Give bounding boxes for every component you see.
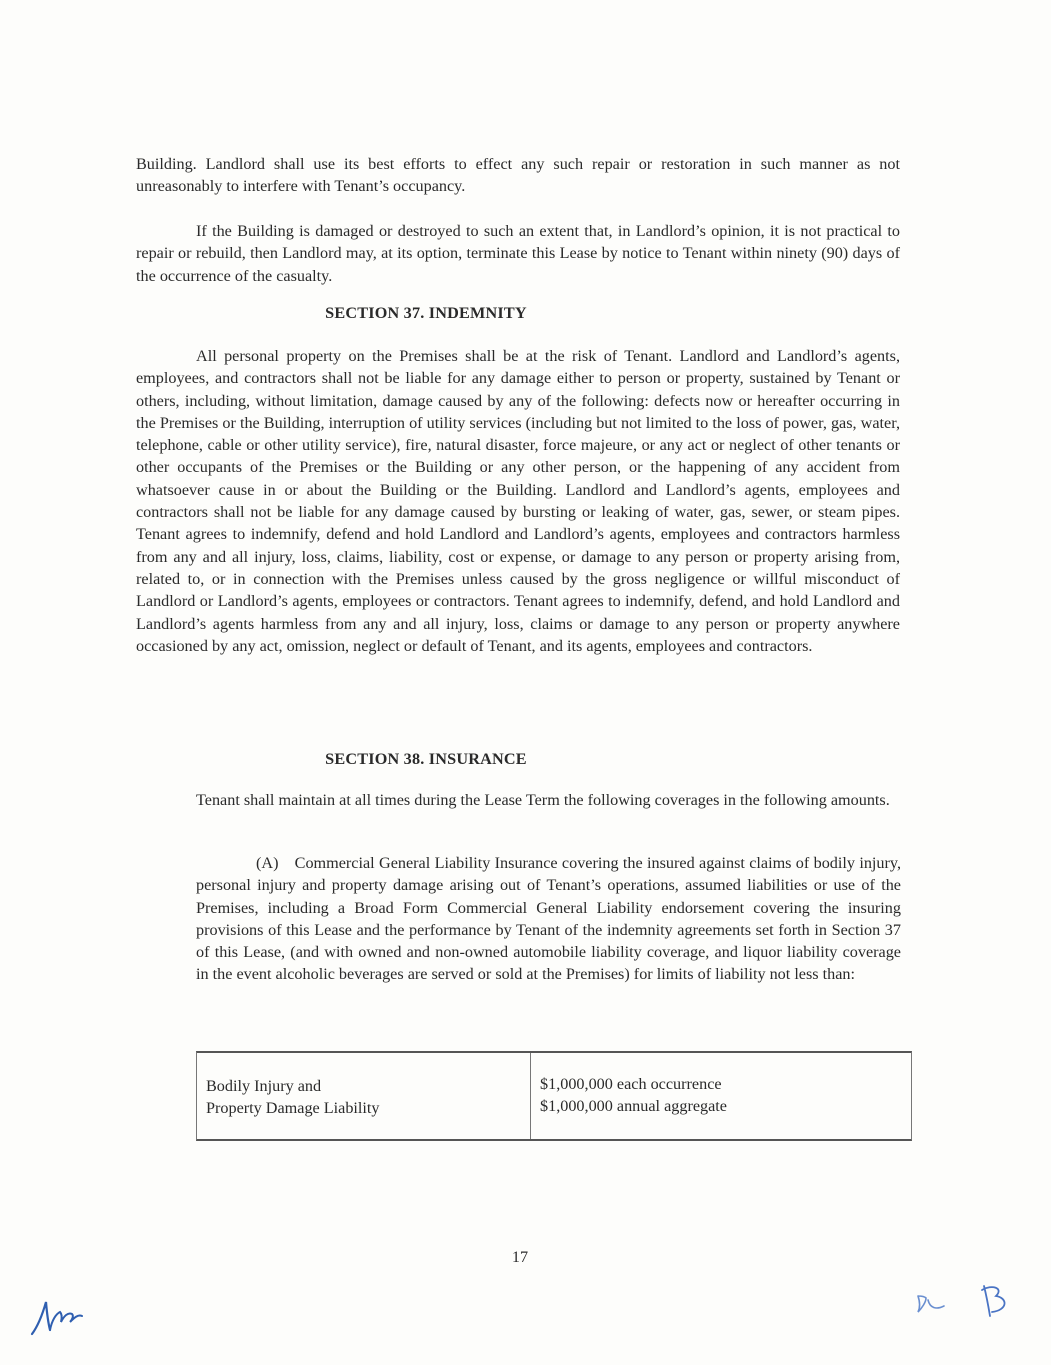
initials-stroke-2 [50,1312,82,1330]
section-38-heading: SECTION 38. INSURANCE [325,750,527,768]
coverage-type-cell [197,1053,531,1139]
initials-stroke-4 [928,1300,944,1308]
coverage-limit-cell [531,1053,911,1139]
paragraph-insurance-intro: Tenant shall maintain at all times during the Lease Term the following coverages in the following amounts. [196,791,890,809]
coverage-type-line2: Property Damage Liability [206,1099,380,1118]
paragraph-continuation: Building. Landlord shall use its best efforts to effect any such repair or restoration in such manner as not unreasonably to interfere with Tenant’s occupancy. [136,155,900,196]
paragraph-indemnity: All personal property on the Premises shall be at the risk of Tenant. Landlord and Landlord’s agents, employees, and contractors shall not be liable for any damage either to person or property, sustained by Tenant or others, including, without limitation, damage caused by any of the following: defects now or hereafter occurring in the Premises or the Building, interruption of utility services (including but not limited to the loss of power, gas, water, telephone, cable or other utility service), fire, natural disaster, force majeure, or any act or neglect of other tenants or other occupants of the Premises or the Building or any other person, or the happening of any accident from whatsoever cause in or about the Building or the Building. Landlord and Landlord’s agents, employees and contractors shall not be liable for any damage caused by bursting or leaking of water, gas, sewer, or steam pipes. Tenant agrees to indemnify, defend and hold Landlord and Landlord’s agents, employees and contractors harmless from any and all injury, loss, claims, liability, cost or expense, or damage to any person or property arising from, related to, or in connection with the Premises unless caused by the gross negligence or willful misconduct of Landlord or Landlord’s agents, employees or contractors. Tenant agrees to indemnify, defend, and hold Landlord and Landlord’s agents harmless from any and all injury, loss, claims or damage to any person or property anywhere occasioned by any act, omission, neglect or default of Tenant, and its agents, employees and contractors. [136,347,900,655]
tenant-initials-signature [28,1290,98,1340]
initials-stroke-5 [982,1286,1005,1316]
coverage-type-line1: Bodily Injury and [206,1077,322,1095]
coverage-limit-line1: $1,000,000 each occurrence [540,1075,722,1093]
section-37-heading: SECTION 37. INDEMNITY [325,304,527,322]
coverage-limit-line2: $1,000,000 annual aggregate [540,1097,727,1116]
paragraph-destroyed: If the Building is damaged or destroyed to such an extent that, in Landlord’s opinion, it is not practical to repair or rebuild, then Landlord may, at its option, terminate this Lease by notice to Tenant within ninety (90) days of the occurrence of the casualty. [136,222,900,285]
coverage-table [196,1051,912,1141]
initials-stroke-1 [32,1302,50,1334]
initials-stroke-3 [918,1296,926,1312]
landlord-initials-signature [912,1282,1022,1332]
paragraph-insurance-a: (A) Commercial General Liability Insurance covering the insured against claims of bodily injury, personal injury and property damage arising out of Tenant’s operations, assumed liabilities or use of the Premises, including a Broad Form Commercial General Liability endorsement covering the insuring provisions of this Lease and the performance by Tenant of the indemnity agreements set forth in Section 37 of this Lease, (and with owned and non-owned automobile liability coverage, and liquor liability coverage in the event alcoholic beverages are served or sold at the Premises) for limits of liability not less than: [196,854,901,984]
page-number: 17 [511,1248,529,1266]
